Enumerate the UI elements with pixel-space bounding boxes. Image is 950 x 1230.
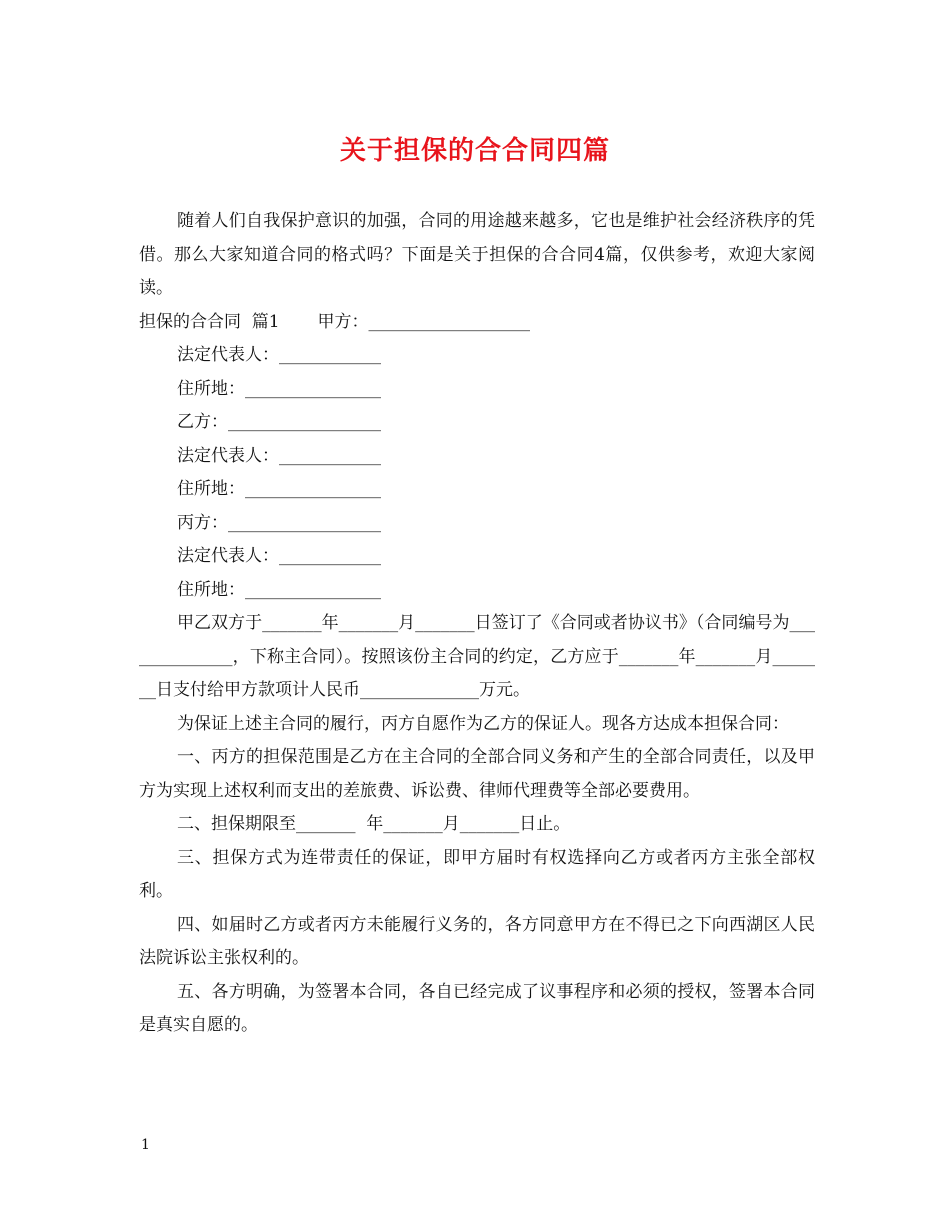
paragraph: 一、丙方的担保范围是乙方在主合同的全部合同义务和产生的全部合同责任，以及甲方为实现上述权利而支出的差旅费、诉讼费、律师代理费等全部必要费用。 [139,747,815,801]
paragraph: 三、担保方式为连带责任的保证，即甲方届时有权选择向乙方或者丙方主张全部权利。 [139,847,815,901]
paragraph: 担保的合合同 篇1 甲方：___________________ [139,311,530,332]
paragraph: 住所地：________________ [177,378,381,399]
page-number: 1 [141,1137,150,1153]
paragraph: 住所地：________________ [177,479,381,499]
paragraph: 随着人们自我保护意识的加强，合同的用途越来越多，它也是维护社会经济秩序的凭借。那么大家知道合同的格式吗？下面是关于担保的合合同4篇，仅供参考，欢迎大家阅读。 [139,211,815,298]
paragraph: 住所地：________________ [177,579,381,600]
paragraph: 法定代表人：____________ [177,546,381,566]
document-body [139,205,815,1043]
document-title: 关于担保的合合同四篇 [339,136,610,166]
paragraph: 丙方：__________________ [177,512,381,533]
paragraph: 乙方：__________________ [177,412,381,432]
paragraph: 法定代表人：____________ [177,345,381,365]
paragraph: 甲乙双方于_______年_______月_______日签订了《合同或者协议书》（合同编号为______________，下称主合同）。按照该份主合同的约定，乙方应于_______年_______月_______日支付给甲方款项计人民币______________万元。 [139,613,815,700]
paragraph: 二、担保期限至_______ 年_______月_______日止。 [177,814,571,834]
paragraph: 为保证上述主合同的履行，丙方自愿作为乙方的保证人。现各方达成本担保合同： [177,713,789,734]
paragraph: 五、各方明确，为签署本合同，各自已经完成了议事程序和必须的授权，签署本合同是真实自愿的。 [139,981,815,1035]
paragraph: 四、如届时乙方或者丙方未能履行义务的，各方同意甲方在不得已之下向西湖区人民法院诉讼主张权利的。 [139,914,815,968]
paragraph: 法定代表人：____________ [177,445,381,466]
